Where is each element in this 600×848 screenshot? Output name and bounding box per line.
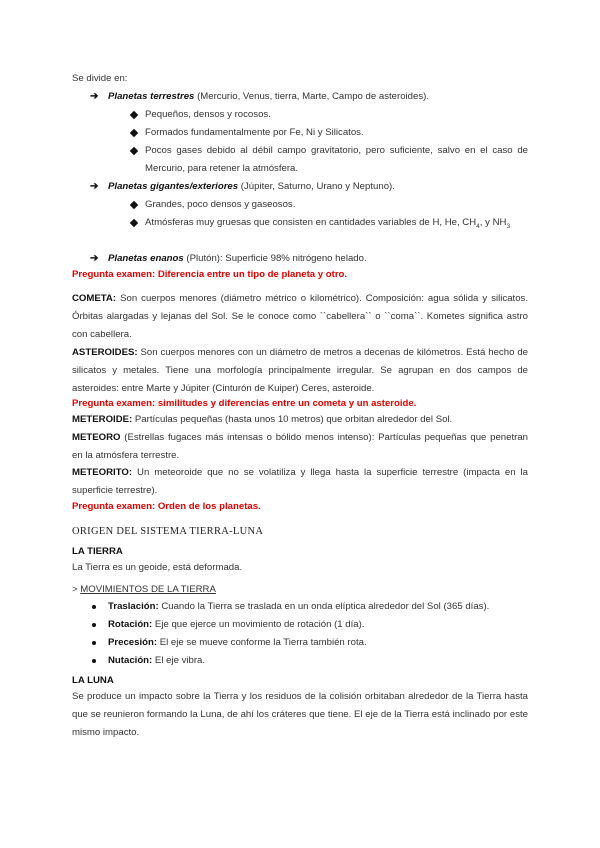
type-name: Planetas enanos <box>108 253 184 264</box>
list-item: Atmósferas muy gruesas que consisten en cantidades variables de H, He, $CH_4$, y $NH_3$ <box>145 217 511 230</box>
type-name: Planetas gigantes/exteriores <box>108 181 239 192</box>
list-item: Grandes, poco densos y gaseosos. <box>145 199 296 210</box>
dot-bullet-icon <box>92 659 96 663</box>
intro-text: Se divide en: <box>72 73 128 84</box>
dot-bullet-icon <box>92 623 96 627</box>
movimientos-heading: > MOVIMIENTOS DE LA TIERRA <box>72 584 216 595</box>
diamond-bullet-icon <box>130 201 138 209</box>
list-item: Pequeños, densos y rocosos. <box>145 109 271 120</box>
exam-question: Pregunta examen: Diferencia entre un tipo de planeta y otro. <box>72 269 348 280</box>
type-gigantes <box>108 178 395 196</box>
term: METEORO <box>72 432 121 443</box>
arrow-bullet-icon: ➔ <box>90 181 99 192</box>
arrow-bullet-icon: ➔ <box>90 91 99 102</box>
exam-question: Pregunta examen: Orden de los planetas. <box>72 501 261 512</box>
luna-text: Se produce un impacto sobre la Tierra y los residuos de la colisión orbitaban alrededor de la Tierra hasta que se reunieron formando la Luna, de ahí los cráteres que tiene. El eje de la Tierra está inclinado por este mismo impacto. <box>72 691 528 738</box>
list-item: Pocos gases debido al débil campo gravitatorio, pero suficiente, salvo en el caso de Mercurio, para retener la atmósfera. <box>145 145 528 174</box>
exam-question: Pregunta examen: similitudes y diferencias entre un cometa y un asteroide. <box>72 398 417 409</box>
paragraph-meteroide: METEROIDE: Partículas pequeñas (hasta unos 10 metros) que orbitan alrededor del Sol. <box>72 414 453 425</box>
list-item: Traslación: Cuando la Tierra se traslada en un onda elíptica alrededor del Sol (365 días). <box>108 601 490 612</box>
diamond-bullet-icon <box>130 111 138 119</box>
paragraph-meteoro: METEORO (Estrellas fugaces más intensas o bólido menos intenso): Partículas pequeñas que penetran en la atmósfera terrestre. <box>72 432 528 461</box>
diamond-bullet-icon <box>130 147 138 155</box>
type-terrestres <box>108 88 429 106</box>
type-desc: (Plutón): Superficie 98% nitrógeno helado. <box>183 253 367 264</box>
list-item: Rotación: Eje que ejerce un movimiento de rotación (1 día). <box>108 619 365 630</box>
section-title: ORIGEN DEL SISTEMA TIERRA-LUNA <box>72 526 264 537</box>
diamond-bullet-icon <box>130 219 138 227</box>
dot-bullet-icon <box>92 605 96 609</box>
dot-bullet-icon <box>92 641 96 645</box>
diamond-bullet-icon <box>130 129 138 137</box>
list-item: Precesión: El eje se mueve conforme la Tierra también rota. <box>108 637 367 648</box>
term: ASTEROIDES: <box>72 347 138 358</box>
heading-la-tierra: LA TIERRA <box>72 546 123 557</box>
heading-la-luna: LA LUNA <box>72 675 114 686</box>
term: METEORITO: <box>72 467 133 478</box>
arrow-bullet-icon: ➔ <box>90 253 99 264</box>
paragraph-cometa: COMETA: Son cuerpos menores (diámetro métrico o kilométrico). Composición: agua sólida y silicatos. Órbitas alargadas y lejanas del Sol. Se le conoce como ``cabellera`` o ``coma``. Kometes significa astro con cabellera. <box>72 293 528 340</box>
list-item: Nutación: El eje vibra. <box>108 655 206 666</box>
term: COMETA: <box>72 293 117 304</box>
type-desc: (Mercurio, Venus, tierra, Marte, Campo de asteroides). <box>194 91 430 102</box>
type-desc: (Júpiter, Saturno, Urano y Neptuno). <box>238 181 395 192</box>
paragraph-meteorito: METEORITO: Un meteoroide que no se volatiliza y llega hasta la superficie terrestre (impacta en la superficie terrestre). <box>72 467 528 496</box>
list-item: Formados fundamentalmente por Fe, Ni y Silicatos. <box>145 127 364 138</box>
paragraph-asteroides: ASTEROIDES: Son cuerpos menores con un diámetro de metros a decenas de kilómetros. Está hecho de silicatos y metales. Tiene una morfología principalmente irregular. Se agrupan en dos campos de asteroides: entre Marte y Júpiter (Cinturón de Kuiper) Ceres, asteroide. <box>72 347 528 394</box>
tierra-text: La Tierra es un geoide, está deformada. <box>72 562 243 573</box>
term: METEROIDE: <box>72 414 133 425</box>
type-name: Planetas terrestres <box>108 91 195 102</box>
